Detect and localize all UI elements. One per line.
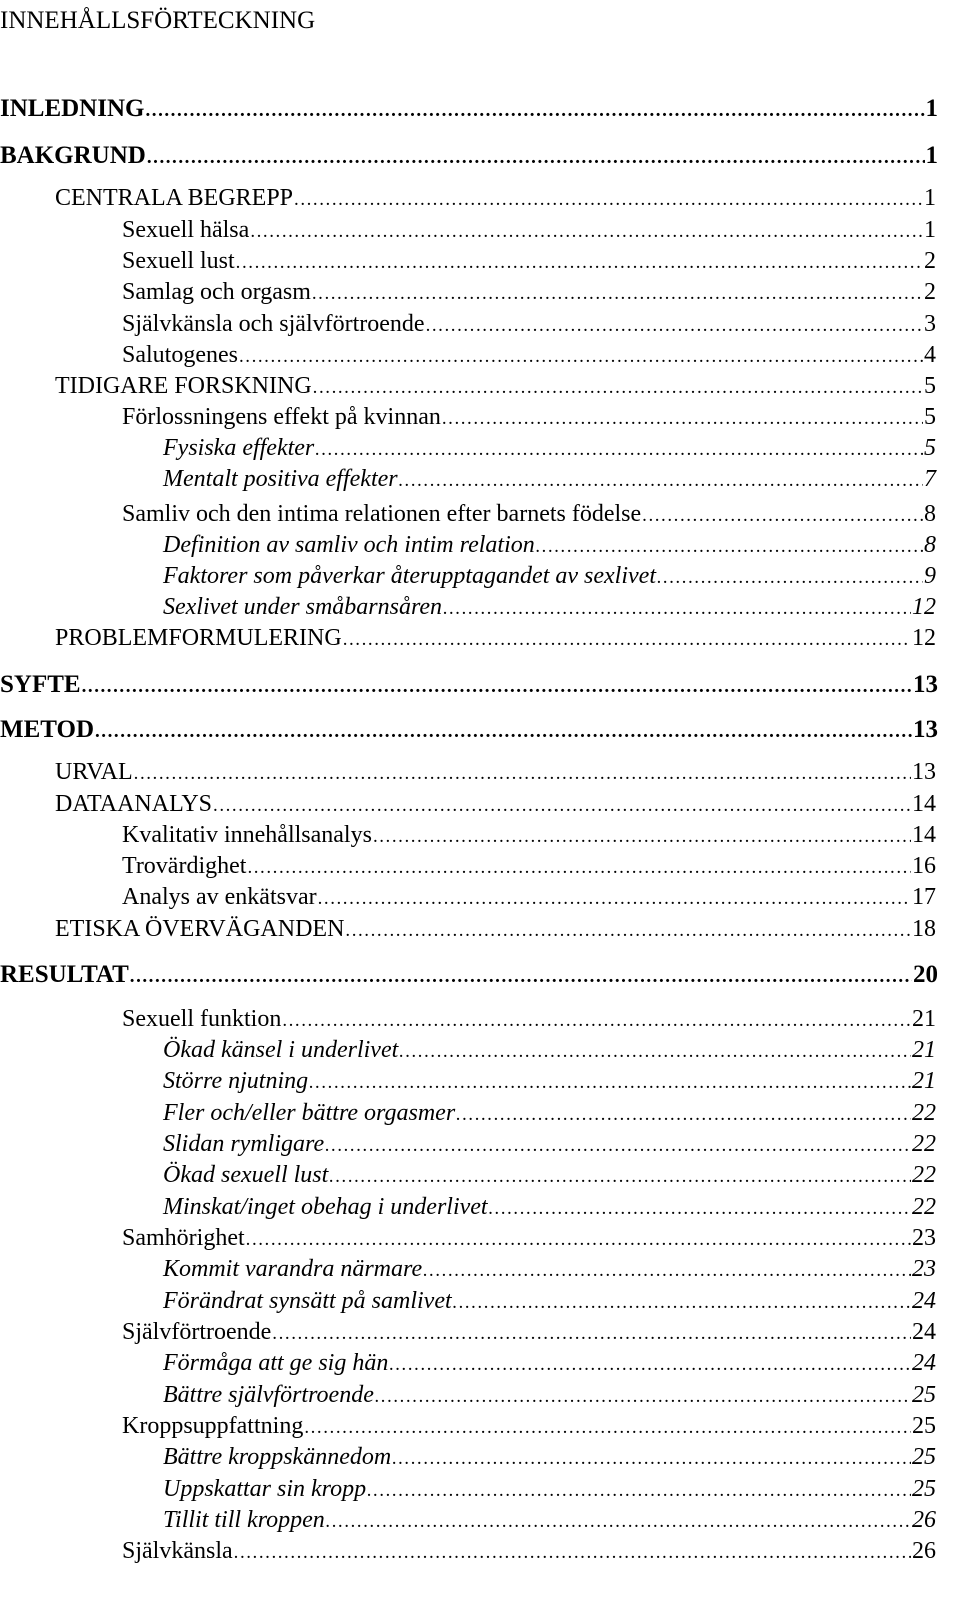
- toc-entry[interactable]: [122, 1223, 936, 1255]
- toc-entry-label: Kvalitativ innehållsanalys: [122, 822, 372, 848]
- toc-entry-label: Definition av samliv och intim relation: [163, 532, 535, 558]
- toc-entry[interactable]: [122, 309, 936, 341]
- dot-leader: [423, 1254, 911, 1286]
- toc-entry-page-number: 17: [912, 884, 936, 910]
- dot-leader: [536, 530, 923, 562]
- toc-entry[interactable]: [163, 1192, 936, 1224]
- toc-entry-page-number: 13: [912, 759, 936, 785]
- dot-leader: [95, 713, 912, 749]
- toc-entry[interactable]: [163, 1254, 936, 1286]
- toc-entry-label: DATAANALYS: [55, 791, 213, 817]
- page-title: INNEHÅLLSFÖRTECKNING: [0, 7, 316, 34]
- toc-entry-label: Sexuell funktion: [122, 1006, 282, 1032]
- toc-entry-page-number: 2: [924, 248, 936, 274]
- toc-entry-page-number: 12: [912, 594, 936, 620]
- toc-entry[interactable]: [122, 820, 936, 852]
- toc-entry[interactable]: [163, 530, 936, 562]
- toc-entry-page-number: 12: [912, 625, 936, 651]
- toc-entry-label: Bättre självförtroende: [163, 1382, 374, 1408]
- dot-leader: [247, 851, 911, 883]
- toc-entry[interactable]: [163, 1160, 936, 1192]
- toc-entry-label: Självkänsla: [122, 1538, 233, 1564]
- dot-leader: [294, 183, 923, 215]
- dot-leader: [399, 464, 923, 496]
- toc-entry-page-number: 24: [912, 1319, 936, 1345]
- dot-leader: [453, 1286, 911, 1318]
- toc-entry-label: Självkänsla och självförtroende: [122, 311, 425, 337]
- toc-entry-page-number: 21: [912, 1068, 936, 1094]
- toc-entry[interactable]: [122, 340, 936, 372]
- toc-entry-label: Fysiska effekter: [163, 435, 315, 461]
- dot-leader: [489, 1192, 911, 1224]
- toc-entry-page-number: 25: [912, 1413, 936, 1439]
- toc-entry[interactable]: [163, 1286, 936, 1318]
- toc-entry-label: RESULTAT: [0, 961, 129, 988]
- dot-leader: [426, 309, 923, 341]
- toc-entry-page-number: 26: [912, 1507, 936, 1533]
- dot-leader: [367, 1474, 911, 1506]
- toc-entry[interactable]: [163, 1442, 936, 1474]
- toc-entry[interactable]: [55, 914, 936, 946]
- toc-entry-page-number: 26: [912, 1538, 936, 1564]
- toc-entry[interactable]: [163, 1474, 936, 1506]
- toc-entry-page-number: 4: [924, 342, 936, 368]
- toc-entry-page-number: 13: [913, 716, 938, 743]
- toc-entry-label: TIDIGARE FORSKNING: [55, 373, 312, 399]
- dot-leader: [234, 1536, 911, 1568]
- toc-entry-page-number: 24: [912, 1350, 936, 1376]
- toc-entry[interactable]: [55, 623, 936, 655]
- toc-entry-page-number: 25: [912, 1476, 936, 1502]
- toc-entry-page-number: 25: [912, 1444, 936, 1470]
- toc-entry-page-number: 21: [912, 1037, 936, 1063]
- dot-leader: [312, 277, 923, 309]
- dot-leader: [272, 1317, 911, 1349]
- toc-entry-page-number: 20: [913, 961, 938, 988]
- toc-entry-page-number: 8: [924, 501, 936, 527]
- toc-entry[interactable]: [122, 1004, 936, 1036]
- toc-entry[interactable]: [0, 668, 938, 704]
- dot-leader: [309, 1066, 911, 1098]
- toc-entry[interactable]: [163, 1348, 936, 1380]
- toc-entry-label: Uppskattar sin kropp: [163, 1476, 367, 1502]
- toc-entry-page-number: 7: [924, 466, 936, 492]
- dot-leader: [389, 1348, 911, 1380]
- toc-entry[interactable]: [122, 277, 936, 309]
- dot-leader: [313, 371, 923, 403]
- toc-entry-page-number: 18: [912, 916, 936, 942]
- toc-entry-page-number: 9: [924, 563, 936, 589]
- toc-entry[interactable]: [55, 789, 936, 821]
- toc-entry-label: PROBLEMFORMULERING: [55, 625, 342, 651]
- toc-entry[interactable]: [163, 1505, 936, 1537]
- toc-entry-page-number: 1: [925, 95, 938, 122]
- dot-leader: [392, 1442, 911, 1474]
- dot-leader: [145, 92, 924, 128]
- toc-entry-page-number: 25: [912, 1382, 936, 1408]
- toc-entry[interactable]: [55, 183, 936, 215]
- toc-entry-page-number: 1: [925, 142, 938, 169]
- dot-leader: [343, 623, 911, 655]
- toc-entry-page-number: 2: [924, 279, 936, 305]
- dot-leader: [373, 820, 911, 852]
- toc-entry[interactable]: [163, 1098, 936, 1130]
- dot-leader: [375, 1380, 911, 1412]
- toc-entry-label: Ökad känsel i underlivet: [163, 1037, 399, 1063]
- dot-leader: [250, 215, 923, 247]
- toc-entry-label: Mentalt positiva effekter: [163, 466, 398, 492]
- toc-entry-page-number: 22: [912, 1131, 936, 1157]
- dot-leader: [282, 1004, 911, 1036]
- toc-entry-label: Självförtroende: [122, 1319, 272, 1345]
- toc-entry-page-number: 1: [924, 217, 936, 243]
- toc-entry[interactable]: [122, 851, 936, 883]
- toc-entry[interactable]: [163, 1035, 936, 1067]
- toc-entry-page-number: 22: [912, 1162, 936, 1188]
- toc-entry-page-number: 21: [912, 1006, 936, 1032]
- toc-entry[interactable]: [55, 757, 936, 789]
- dot-leader: [642, 499, 923, 531]
- toc-entry[interactable]: [0, 92, 938, 128]
- dot-leader: [399, 1035, 911, 1067]
- toc-entry-page-number: 16: [912, 853, 936, 879]
- dot-leader: [345, 914, 911, 946]
- toc-entry-label: METOD: [0, 716, 94, 743]
- toc-entry[interactable]: [122, 882, 936, 914]
- dot-leader: [456, 1098, 911, 1130]
- toc-entry-page-number: 23: [912, 1225, 936, 1251]
- toc-entry[interactable]: [0, 139, 938, 175]
- toc-entry[interactable]: [163, 1129, 936, 1161]
- toc-entry-label: Ökad sexuell lust: [163, 1162, 329, 1188]
- toc-entry[interactable]: [122, 402, 936, 434]
- toc-entry-label: Salutogenes: [122, 342, 238, 368]
- toc-entry[interactable]: [122, 1411, 936, 1443]
- toc-entry-label: Slidan rymligare: [163, 1131, 325, 1157]
- toc-entry-label: CENTRALA BEGREPP: [55, 185, 294, 211]
- toc-entry[interactable]: [163, 561, 936, 593]
- toc-entry[interactable]: [163, 433, 936, 465]
- dot-leader: [239, 340, 923, 372]
- dot-leader: [304, 1411, 911, 1443]
- toc-entry[interactable]: [122, 499, 936, 531]
- toc-entry-label: Minskat/inget obehag i underlivet: [163, 1194, 488, 1220]
- toc-entry-label: Fler och/eller bättre orgasmer: [163, 1100, 456, 1126]
- toc-entry[interactable]: [55, 371, 936, 403]
- toc-entry-label: Förmåga att ge sig hän: [163, 1350, 389, 1376]
- dot-leader: [130, 958, 912, 994]
- toc-entry-label: Trovärdighet: [122, 853, 247, 879]
- dot-leader: [134, 757, 911, 789]
- toc-entry-label: Sexlivet under småbarnsåren: [163, 594, 443, 620]
- toc-entry-label: Kommit varandra närmare: [163, 1256, 423, 1282]
- toc-entry[interactable]: [163, 464, 936, 496]
- toc-entry[interactable]: [163, 1380, 936, 1412]
- dot-leader: [315, 433, 923, 465]
- toc-entry-page-number: 5: [924, 373, 936, 399]
- toc-entry-page-number: 14: [912, 822, 936, 848]
- toc-entry-label: Sexuell lust: [122, 248, 235, 274]
- toc-entry-label: INLEDNING: [0, 95, 145, 122]
- toc-entry-label: Samliv och den intima relationen efter barnets födelse: [122, 501, 642, 527]
- dot-leader: [325, 1129, 911, 1161]
- dot-leader: [246, 1223, 911, 1255]
- toc-entry-label: URVAL: [55, 759, 133, 785]
- toc-entry-page-number: 23: [912, 1256, 936, 1282]
- dot-leader: [442, 402, 923, 434]
- toc-entry[interactable]: [0, 713, 938, 749]
- toc-entry-label: Sexuell hälsa: [122, 217, 250, 243]
- dot-leader: [326, 1505, 911, 1537]
- dot-leader: [236, 246, 923, 278]
- toc-entry-label: Samlag och orgasm: [122, 279, 311, 305]
- toc-entry-label: SYFTE: [0, 671, 81, 698]
- toc-entry[interactable]: [122, 246, 936, 278]
- toc-entry-label: ETISKA ÖVERVÄGANDEN: [55, 916, 345, 942]
- toc-entry-label: Faktorer som påverkar återupptagandet av sexlivet: [163, 563, 656, 589]
- toc-entry-label: BAKGRUND: [0, 142, 146, 169]
- toc-entry-page-number: 24: [912, 1288, 936, 1314]
- dot-leader: [318, 882, 911, 914]
- toc-entry-label: Bättre kroppskännedom: [163, 1444, 392, 1470]
- toc-entry[interactable]: [122, 1317, 936, 1349]
- dot-leader: [443, 592, 911, 624]
- dot-leader: [329, 1160, 911, 1192]
- toc-entry-label: Samhörighet: [122, 1225, 245, 1251]
- toc-entry-label: Analys av enkätsvar: [122, 884, 317, 910]
- toc-entry[interactable]: [163, 1066, 936, 1098]
- toc-entry-page-number: 1: [924, 185, 936, 211]
- dot-leader: [147, 139, 925, 175]
- toc-entry-page-number: 5: [924, 404, 936, 430]
- toc-entry-label: Större njutning: [163, 1068, 309, 1094]
- toc-entry-page-number: 22: [912, 1100, 936, 1126]
- toc-entry-page-number: 14: [912, 791, 936, 817]
- toc-entry-page-number: 22: [912, 1194, 936, 1220]
- dot-leader: [213, 789, 911, 821]
- toc-entry-page-number: 8: [924, 532, 936, 558]
- toc-entry-label: Förlossningens effekt på kvinnan: [122, 404, 441, 430]
- toc-entry-page-number: 3: [924, 311, 936, 337]
- dot-leader: [657, 561, 923, 593]
- toc-entry[interactable]: [122, 1536, 936, 1568]
- toc-entry[interactable]: [0, 958, 938, 994]
- dot-leader: [82, 668, 912, 704]
- toc-entry-page-number: 13: [913, 671, 938, 698]
- toc-entry-label: Tillit till kroppen: [163, 1507, 325, 1533]
- toc-entry-label: Förändrat synsätt på samlivet: [163, 1288, 452, 1314]
- toc-entry[interactable]: [122, 215, 936, 247]
- toc-entry-page-number: 5: [924, 435, 936, 461]
- toc-entry-label: Kroppsuppfattning: [122, 1413, 304, 1439]
- toc-entry[interactable]: [163, 592, 936, 624]
